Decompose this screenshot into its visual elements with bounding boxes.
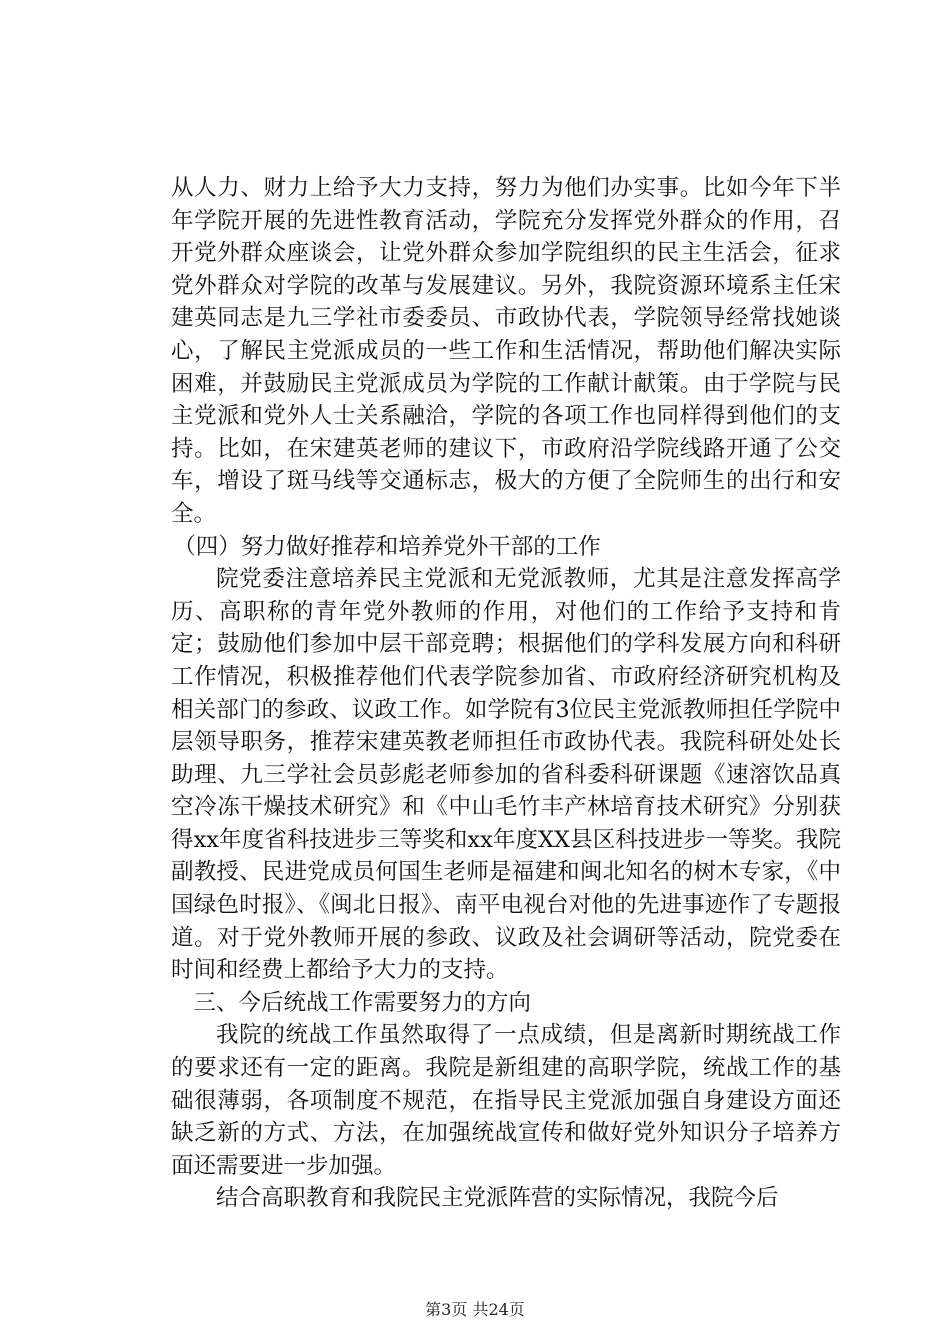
paragraph-shortcomings: 我院的统战工作虽然取得了一点成绩，但是离新时期统战工作的要求还有一定的距离。我院是新组建的高职学院，统战工作的基础很薄弱，各项制度不规范，在指导民主党派加强自身建设方面还缺乏新的方式、方法，在加强统战宣传和做好党外知识分子培养方面还需要进一步加强。 xyxy=(171,1022,841,1179)
page-footer: 第3页 共24页 xyxy=(425,1300,525,1319)
document-body xyxy=(171,172,841,1215)
paragraph-cadre-training: 院党委注意培养民主党派和无党派教师，尤其是注意发挥高学历、高职称的青年党外教师的作用，对他们的工作给予支持和肯定；鼓励他们参加中层干部竞聘；根据他们的学科发展方向和科研工作情况，积极推荐他们代表学院参加省、市政府经济研究机构及相关部门的参政、议政工作。如学院有3位民主党派教师担任学院中层领导职务，推荐宋建英教老师担任市政协代表。我院科研处处长助理、九三学社会员彭彪老师参加的省科委科研课题《速溶饮品真空冷冻干燥技术研究》和《中山毛竹丰产林培育技术研究》分别获得xx年度省科技进步三等奖和xx年度XX县区科技进步一等奖。我院副教授、民进党成员何国生老师是福建和闽北知名的树木专家，《中国绿色时报》、《闽北日报》、南平电视台对他的先进事迹作了专题报道。对于党外教师开展的参政、议政及社会调研等活动，院党委在时间和经费上都给予大力的支持。 xyxy=(171,566,841,984)
paragraph-continuation: 从人力、财力上给予大力支持，努力为他们办实事。比如今年下半年学院开展的先进性教育活动，学院充分发挥党外群众的作用，召开党外群众座谈会，让党外群众参加学院组织的民主生活会，征求党外群众对学院的改革与发展建议。另外，我院资源环境系主任宋建英同志是九三学社市委委员、市政协代表，学院领导经常找她谈心，了解民主党派成员的一些工作和生活情况，帮助他们解决实际困难，并鼓励民主党派成员为学院的工作献计献策。由于学院与民主党派和党外人士关系融洽，学院的各项工作也同样得到他们的支持。比如，在宋建英老师的建议下，市政府沿学院线路开通了公交车，增设了斑马线等交通标志，极大的方便了全院师生的出行和安全。 xyxy=(171,175,841,527)
section-heading-4: （四）努力做好推荐和培养党外干部的工作 xyxy=(173,533,601,560)
paragraph-closing-start: 结合高职教育和我院民主党派阵营的实际情况，我院今后 xyxy=(216,1185,779,1212)
section-heading-future: 三、今后统战工作需要努力的方向 xyxy=(193,989,532,1016)
